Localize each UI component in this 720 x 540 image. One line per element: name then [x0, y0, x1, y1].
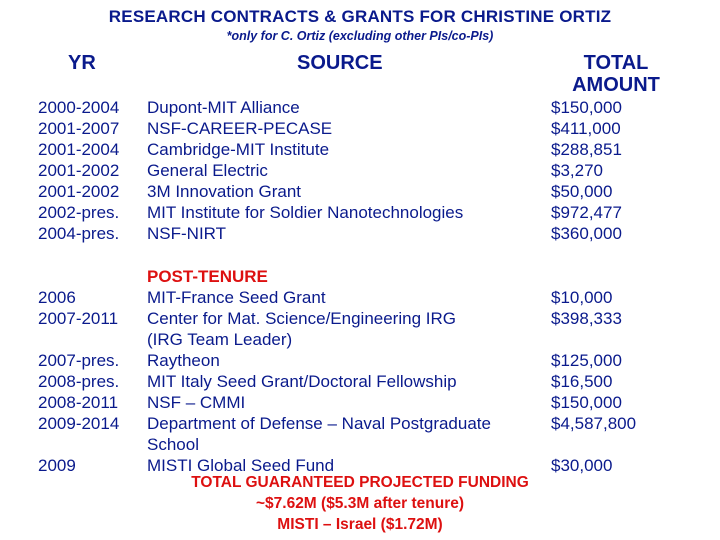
table-row	[0, 413, 720, 434]
table-row-continuation	[0, 329, 720, 350]
row-year: 2002-pres.	[38, 203, 120, 222]
row-year: 2001-2007	[38, 119, 120, 138]
table-row	[0, 308, 720, 329]
row-amount: $411,000	[551, 119, 621, 138]
row-year: 2009-2014	[38, 414, 120, 433]
row-year: 2007-2011	[38, 309, 119, 328]
footer-misti-israel: MISTI – Israel ($1.72M)	[277, 516, 443, 533]
row-source: NSF – CMMI	[147, 393, 246, 412]
row-year: 2001-2002	[38, 161, 120, 180]
row-source: MIT-France Seed Grant	[147, 288, 326, 307]
row-year: 2008-pres.	[38, 372, 120, 391]
page-subtitle: *only for C. Ortiz (excluding other PIs/co-PIs)	[226, 29, 494, 43]
table-row	[0, 202, 720, 223]
row-amount: $10,000	[551, 288, 613, 307]
post-tenure-label: POST-TENURE	[147, 267, 268, 286]
section-header-row	[0, 266, 720, 287]
row-amount: $150,000	[551, 393, 622, 412]
section-gap	[0, 244, 720, 266]
row-amount: $4,587,800	[551, 414, 637, 433]
row-source: 3M Innovation Grant	[147, 182, 302, 201]
row-amount: $125,000	[551, 351, 622, 370]
row-source: General Electric	[147, 161, 268, 180]
row-source-continued: (IRG Team Leader)	[147, 330, 293, 349]
grants-table	[0, 97, 720, 476]
row-year: 2006	[38, 288, 76, 307]
row-source-continued: School	[147, 435, 199, 454]
table-row	[0, 160, 720, 181]
table-row	[0, 287, 720, 308]
row-amount: $50,000	[551, 182, 613, 201]
footer-total-label: TOTAL GUARANTEED PROJECTED FUNDING	[191, 474, 529, 491]
header-source: SOURCE	[297, 52, 383, 74]
row-amount: $288,851	[551, 140, 622, 159]
table-row	[0, 392, 720, 413]
table-row	[0, 181, 720, 202]
header-yr: YR	[68, 52, 96, 74]
table-row	[0, 223, 720, 244]
row-source: Department of Defense – Naval Postgraduate	[147, 414, 491, 433]
row-year: 2007-pres.	[38, 351, 120, 370]
table-row	[0, 455, 720, 476]
table-row	[0, 350, 720, 371]
row-amount: $360,000	[551, 224, 622, 243]
row-year: 2008-2011	[38, 393, 119, 412]
row-source: MISTI Global Seed Fund	[147, 456, 335, 475]
page-title: RESEARCH CONTRACTS & GRANTS FOR CHRISTINE ORTIZ	[108, 7, 612, 26]
row-source: Cambridge-MIT Institute	[147, 140, 330, 159]
row-year: 2004-pres.	[38, 224, 120, 243]
row-source: MIT Institute for Soldier Nanotechnologies	[147, 203, 464, 222]
row-amount: $3,270	[551, 161, 603, 180]
row-source: Dupont-MIT Alliance	[147, 98, 300, 117]
row-year: 2000-2004	[38, 98, 120, 117]
table-row	[0, 139, 720, 160]
row-amount: $30,000	[551, 456, 613, 475]
row-amount: $398,333	[551, 309, 622, 328]
row-source: Center for Mat. Science/Engineering IRG	[147, 309, 456, 328]
row-amount: $16,500	[551, 372, 613, 391]
table-row	[0, 371, 720, 392]
table-row	[0, 97, 720, 118]
row-year: 2001-2002	[38, 182, 120, 201]
row-source: NSF-NIRT	[147, 224, 227, 243]
table-row-continuation	[0, 434, 720, 455]
row-source: NSF-CAREER-PECASE	[147, 119, 333, 138]
row-source: Raytheon	[147, 351, 220, 370]
row-year: 2001-2004	[38, 140, 120, 159]
footer-total-amount: ~$7.62M ($5.3M after tenure)	[255, 495, 465, 512]
table-row	[0, 118, 720, 139]
row-amount: $150,000	[551, 98, 622, 117]
row-amount: $972,477	[551, 203, 622, 222]
row-year: 2009	[38, 456, 76, 475]
row-source: MIT Italy Seed Grant/Doctoral Fellowship	[147, 372, 457, 391]
header-total: TOTAL AMOUNT	[572, 52, 660, 96]
